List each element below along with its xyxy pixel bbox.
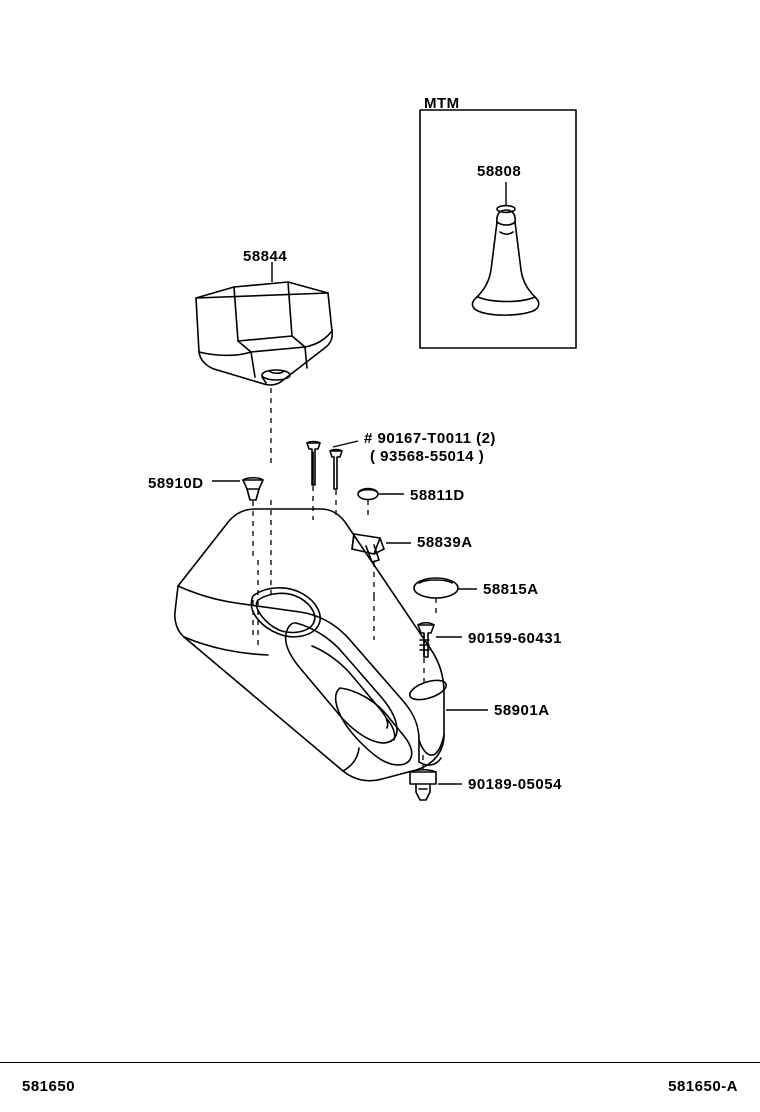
part-label-93568: ( 93568-55014 ) <box>370 448 485 465</box>
part-58815A-cap <box>414 578 458 598</box>
part-58901A-console-body <box>175 509 449 781</box>
part-label-58839A: 58839A <box>417 534 473 551</box>
part-label-58901A: 58901A <box>494 702 550 719</box>
footer-divider <box>0 1062 760 1063</box>
footer-left-code: 581650 <box>22 1078 76 1095</box>
part-58910D-plug <box>243 478 263 500</box>
part-58844-console-tray <box>196 282 332 385</box>
part-label-90189: 90189-05054 <box>468 776 562 793</box>
part-label-58811D: 58811D <box>410 487 465 504</box>
footer-right-code: 581650-A <box>668 1078 738 1095</box>
part-label-58815A: 58815A <box>483 581 539 598</box>
mtm-inset-box <box>420 110 576 348</box>
part-90167-screws <box>307 442 342 490</box>
part-label-58844: 58844 <box>243 248 288 265</box>
part-label-90159: 90159-60431 <box>468 630 562 647</box>
part-90189-clip <box>410 770 436 800</box>
part-label-58808: 58808 <box>477 163 522 180</box>
part-58811D-grommet <box>358 489 378 500</box>
mtm-inset-title: MTM <box>424 95 460 112</box>
part-label-58910D: 58910D <box>148 475 204 492</box>
part-label-90167: # 90167-T0011 (2) <box>364 430 496 447</box>
